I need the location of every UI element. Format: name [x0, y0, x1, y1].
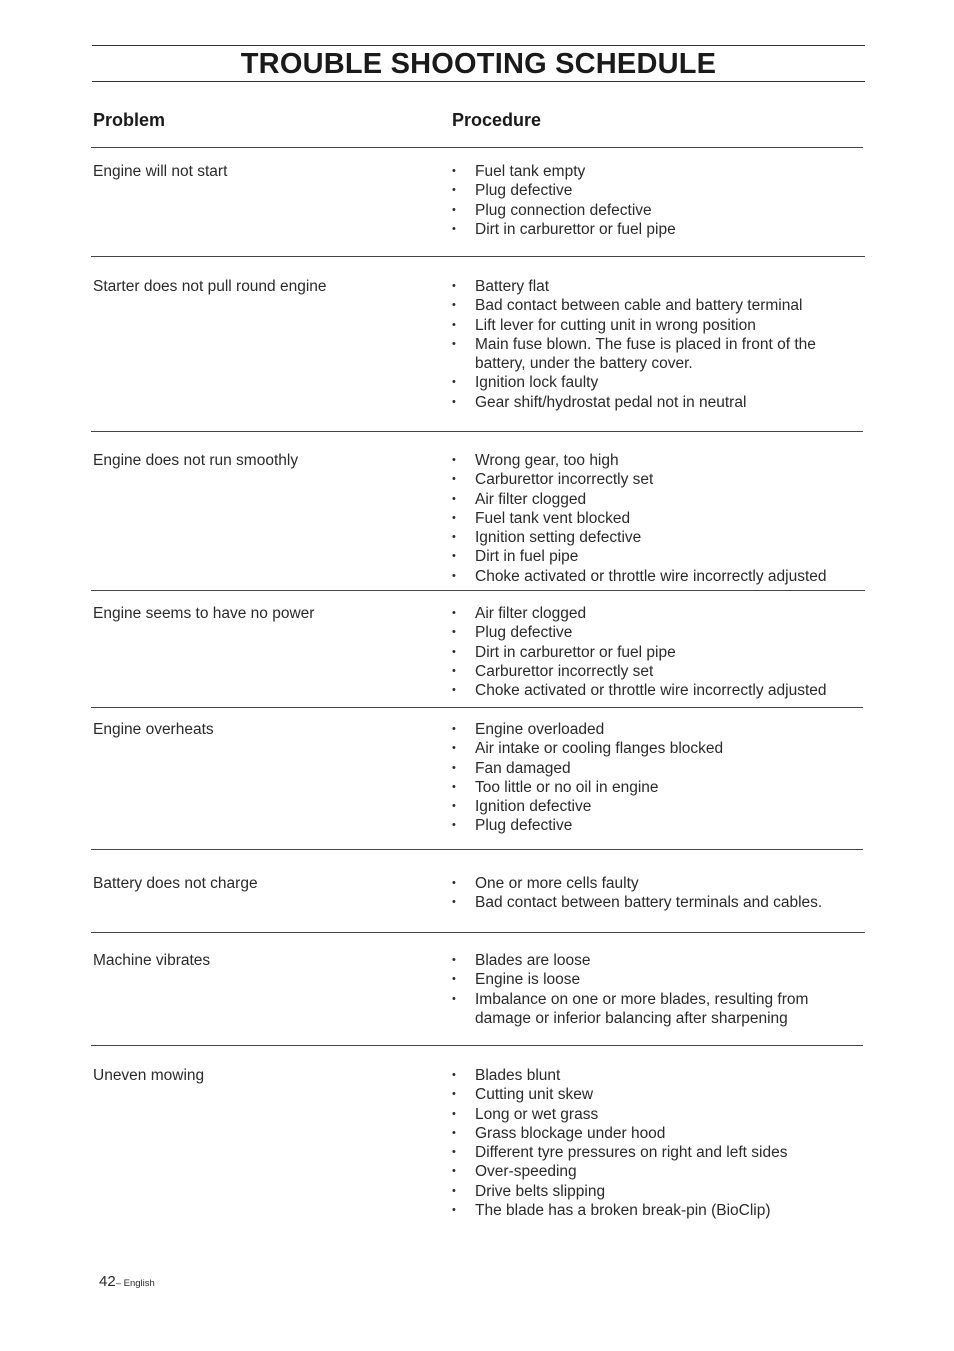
problem-text: Battery does not charge	[93, 875, 258, 892]
procedure-item: • Bad contact between cable and battery terminal	[452, 296, 852, 315]
problem-column-header: Problem	[93, 110, 166, 130]
procedure-item: • Plug defective	[452, 623, 852, 642]
procedure-item: • Over-speeding	[452, 1162, 852, 1181]
procedure-item: • Fuel tank empty	[452, 162, 852, 181]
procedure-item: • Ignition setting defective	[452, 528, 852, 547]
procedure-column-header: Procedure	[452, 110, 542, 130]
procedure-item: • Choke activated or throttle wire incorrectly adjusted	[452, 567, 852, 586]
procedure-item: • Dirt in carburettor or fuel pipe	[452, 220, 852, 239]
procedure-list	[452, 451, 852, 586]
procedure-item: • Gear shift/hydrostat pedal not in neutral	[452, 393, 852, 412]
procedure-item: • Too little or no oil in engine	[452, 778, 852, 797]
procedure-list	[452, 162, 852, 239]
procedure-list	[452, 951, 852, 1028]
procedure-item: • Blades blunt	[452, 1066, 852, 1085]
procedure-item: • Ignition lock faulty	[452, 373, 852, 392]
footer-language: – English	[115, 1278, 155, 1289]
procedure-item: • Different tyre pressures on right and left sides	[452, 1143, 852, 1162]
divider	[91, 707, 863, 708]
procedure-item: • Drive belts slipping	[452, 1182, 852, 1201]
page-number: 42	[99, 1273, 116, 1290]
procedure-item: • Main fuse blown. The fuse is placed in front of the battery, under the battery cover.	[452, 335, 852, 374]
procedure-item: • Carburettor incorrectly set	[452, 470, 852, 489]
procedure-list	[452, 720, 852, 836]
procedure-item: • Fuel tank vent blocked	[452, 509, 852, 528]
procedure-item: • Air intake or cooling flanges blocked	[452, 739, 852, 758]
problem-text: Engine overheats	[93, 721, 214, 738]
page-footer	[99, 1273, 155, 1291]
problem-text: Machine vibrates	[93, 952, 211, 969]
procedure-item: • Bad contact between battery terminals and cables.	[452, 893, 852, 912]
procedure-item: • Imbalance on one or more blades, resulting from damage or inferior balancing after sharpening	[452, 990, 852, 1029]
procedure-item: • Battery flat	[452, 277, 852, 296]
procedure-list	[452, 874, 852, 913]
divider	[91, 932, 865, 933]
procedure-item: • Plug defective	[452, 816, 852, 835]
procedure-item: • Fan damaged	[452, 759, 852, 778]
procedure-item: • Plug connection defective	[452, 201, 852, 220]
procedure-item: • Plug defective	[452, 181, 852, 200]
problem-text: Engine will not start	[93, 163, 228, 180]
problem-text: Starter does not pull round engine	[93, 278, 327, 295]
problem-text: Engine seems to have no power	[93, 605, 315, 622]
title-block	[92, 45, 865, 82]
problem-text: Uneven mowing	[93, 1067, 205, 1084]
divider	[91, 147, 863, 148]
procedure-item: • Long or wet grass	[452, 1105, 852, 1124]
divider	[91, 256, 865, 257]
procedure-item: • Air filter clogged	[452, 604, 852, 623]
page-title: TROUBLE SHOOTING SCHEDULE	[240, 48, 717, 80]
divider	[91, 590, 865, 591]
divider	[91, 431, 863, 432]
procedure-item: • Blades are loose	[452, 951, 852, 970]
procedure-item: • Dirt in fuel pipe	[452, 547, 852, 566]
divider	[91, 1045, 863, 1046]
procedure-item: • Cutting unit skew	[452, 1085, 852, 1104]
procedure-list	[452, 604, 852, 700]
procedure-item: • Wrong gear, too high	[452, 451, 852, 470]
procedure-item: • Lift lever for cutting unit in wrong position	[452, 316, 852, 335]
procedure-item: • Engine is loose	[452, 970, 852, 989]
procedure-item: • The blade has a broken break-pin (BioClip)	[452, 1201, 852, 1220]
procedure-item: • Grass blockage under hood	[452, 1124, 852, 1143]
procedure-item: • Dirt in carburettor or fuel pipe	[452, 643, 852, 662]
procedure-list	[452, 1066, 852, 1220]
procedure-item: • Ignition defective	[452, 797, 852, 816]
divider	[91, 849, 863, 850]
procedure-item: • Engine overloaded	[452, 720, 852, 739]
procedure-item: • Air filter clogged	[452, 490, 852, 509]
problem-text: Engine does not run smoothly	[93, 452, 299, 469]
procedure-item: • Choke activated or throttle wire incorrectly adjusted	[452, 681, 852, 700]
procedure-item: • Carburettor incorrectly set	[452, 662, 852, 681]
procedure-item: • One or more cells faulty	[452, 874, 852, 893]
procedure-list	[452, 277, 852, 412]
